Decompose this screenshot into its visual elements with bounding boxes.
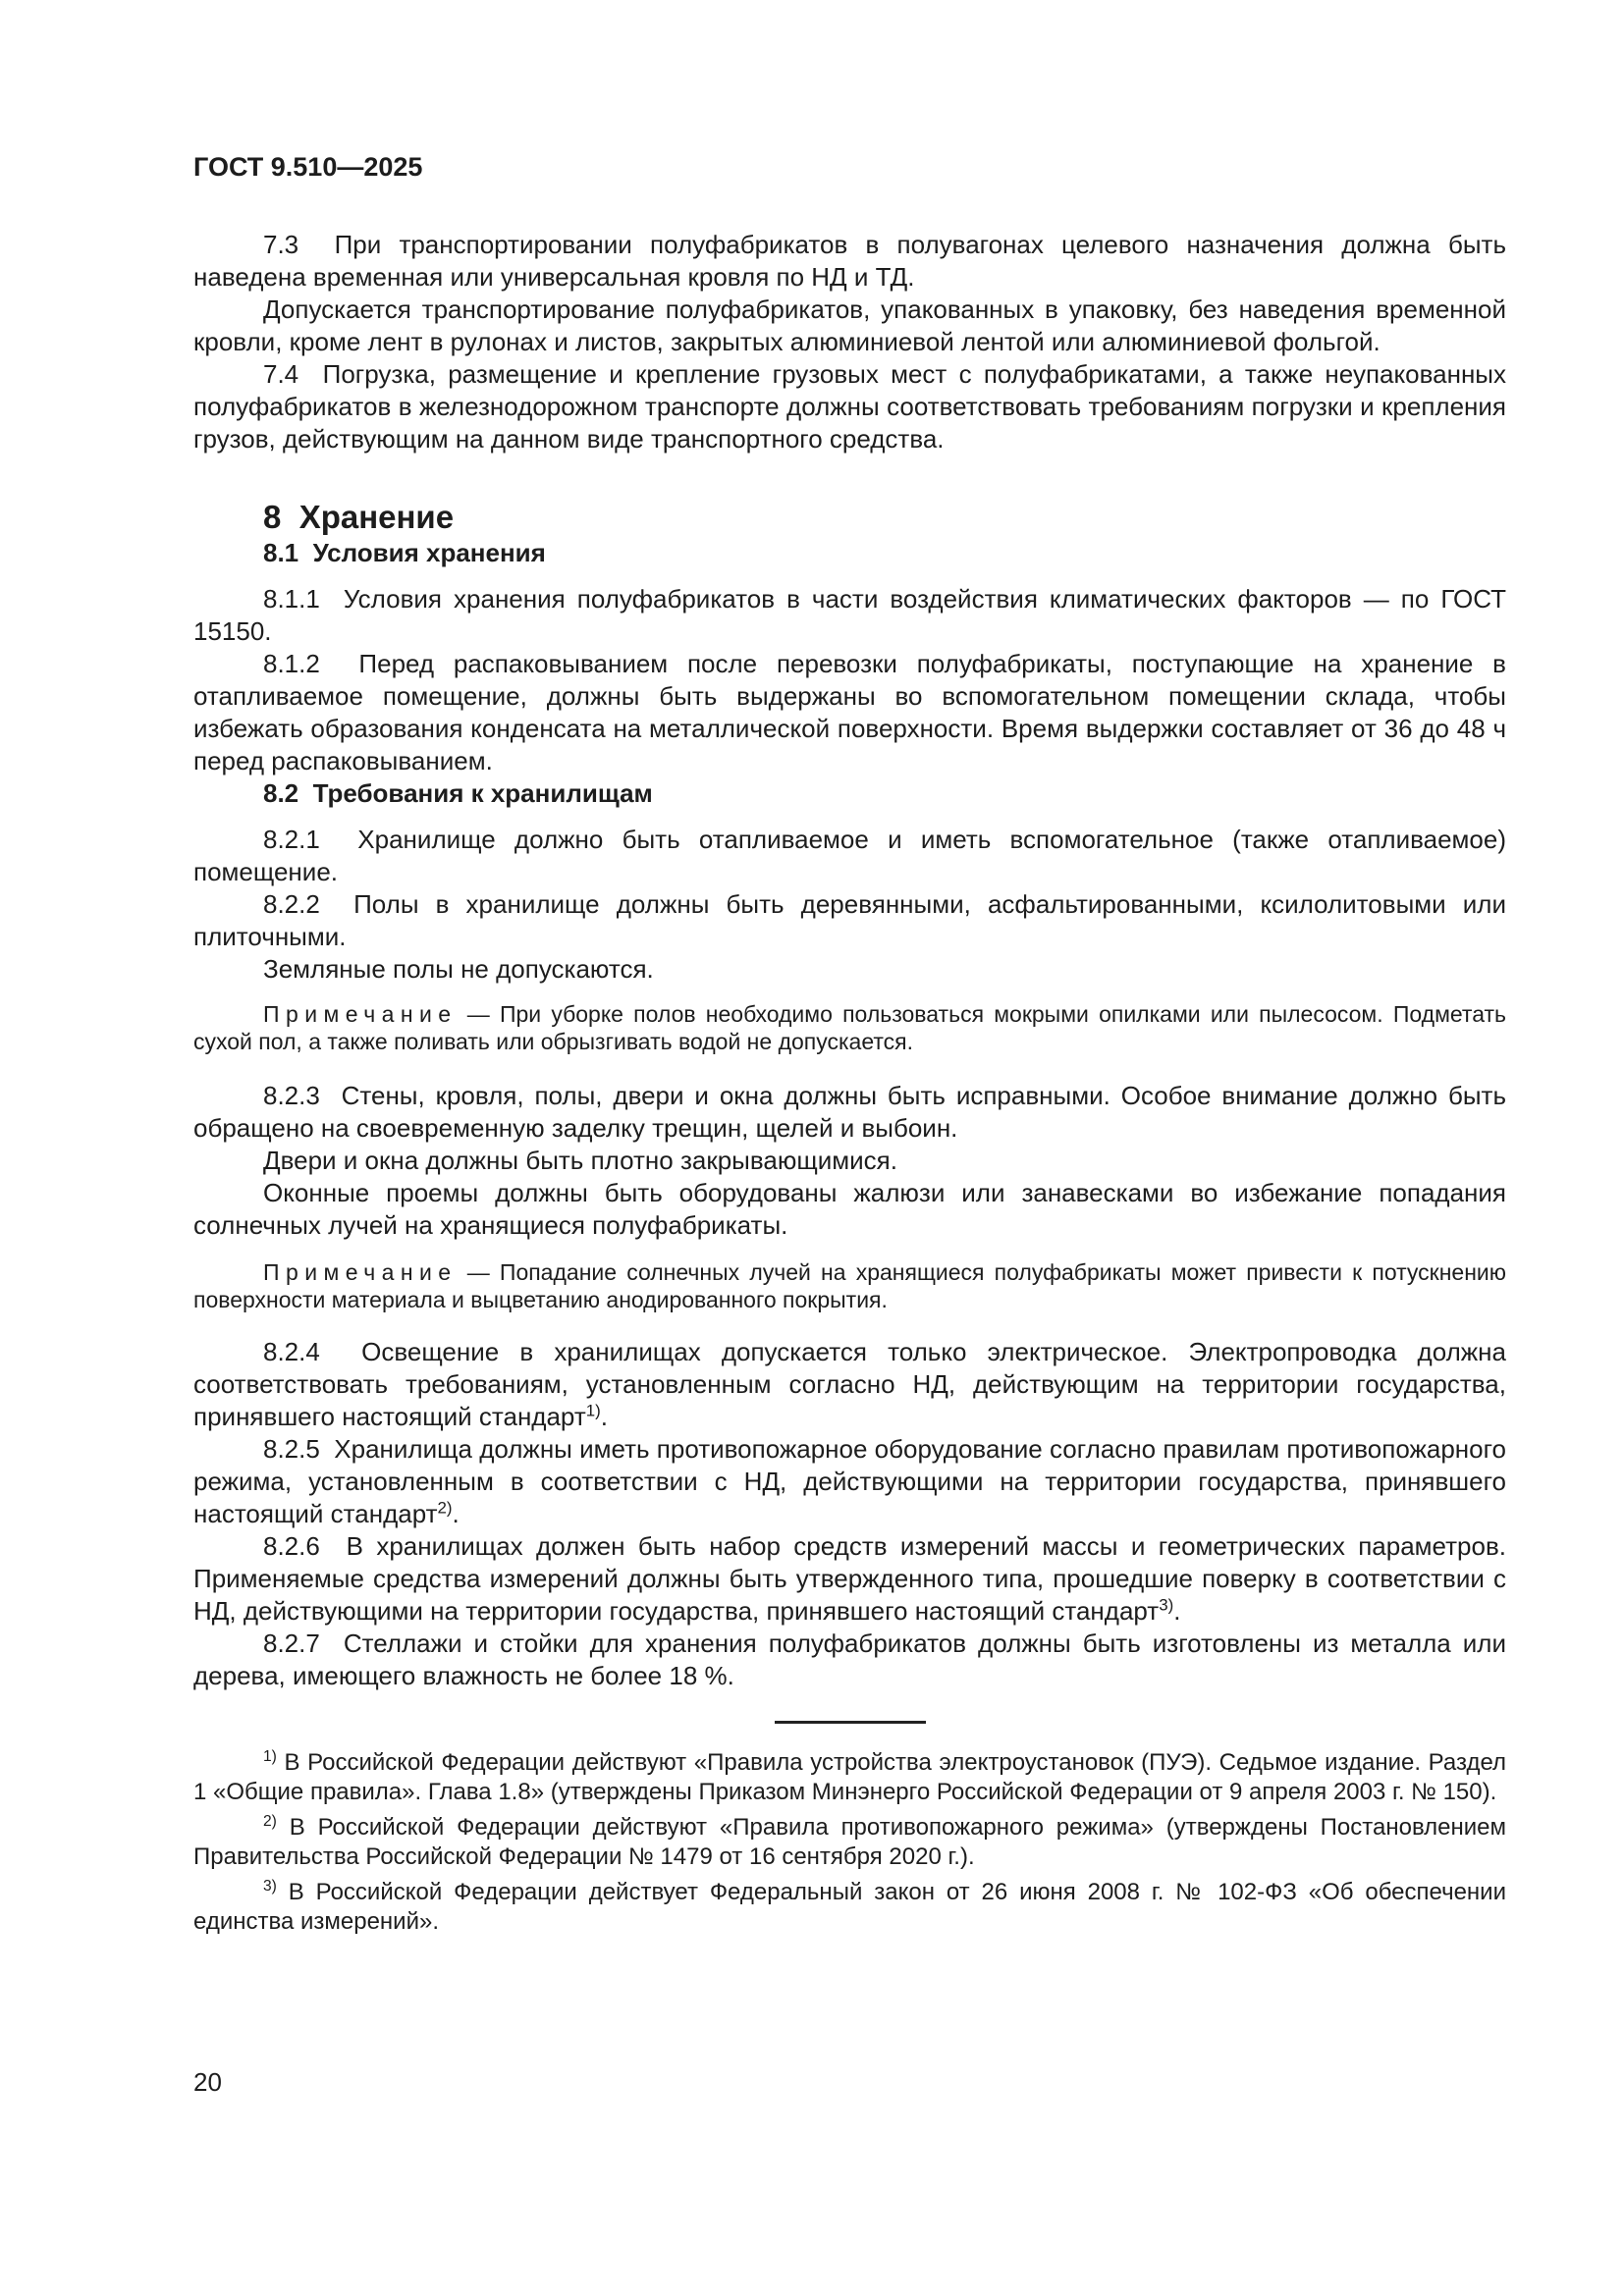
note-sunlight — [193, 1258, 1506, 1313]
subsection-heading-8-1: 8.1 Условия хранения — [263, 538, 546, 567]
footnote-2 — [193, 1813, 1506, 1872]
footnote-ref-2: 2) — [437, 1498, 453, 1518]
paragraph-8-2-3: 8.2.3 Стены, кровля, полы, двери и окна должны быть исправными. Особое внимание должно быть обращено на своевременную заделку трещин, щелей и выбоин. — [193, 1081, 1506, 1143]
paragraph-7-3: 7.3 При транспортировании полуфабрикатов в полувагонах целевого назначения должна быть наведена временная или универсальная кровля по НД и ТД. — [193, 230, 1506, 292]
paragraph-text: 8.2.4 Освещение в хранилищах допускается только электрическое. Электропроводка должна соответствовать требованиям, установленным согласно НД, действующим на территории государства, принявшего настоящий стандарт — [193, 1337, 1506, 1431]
footnote-ref-1: 1) — [585, 1401, 601, 1420]
page-number: 20 — [193, 2067, 222, 2097]
footnote-marker-3: 3) — [263, 1878, 277, 1895]
paragraph-tail: . — [452, 1499, 460, 1528]
footnote-ref-3: 3) — [1159, 1595, 1174, 1615]
paragraph-8-2-7: 8.2.7 Стеллажи и стойки для хранения полуфабрикатов должны быть изготовлены из металла или дерева, имеющего влажность не более 18 %. — [193, 1629, 1506, 1690]
paragraph-text: 8.2.5 Хранилища должны иметь противопожарное оборудование согласно правилам противопожарного режима, установленным в соответствии с НД, действующими на территории государства, принявшего настоящий стандарт — [193, 1434, 1506, 1528]
subsection-heading-8-2: 8.2 Требования к хранилищам — [263, 778, 653, 808]
footnote-marker-2: 2) — [263, 1813, 277, 1830]
note-label: Примечание — [263, 1001, 458, 1027]
paragraph-8-1-1: 8.1.1 Условия хранения полуфабрикатов в части воздействия климатических факторов — по ГОСТ 15150. — [193, 584, 1506, 646]
footnote-3 — [193, 1878, 1506, 1937]
footnote-text: В Российской Федерации действуют «Правила устройства электроустановок (ПУЭ). Седьмое издание. Раздел 1 «Общие правила». Глава 1.8» (утверждены Приказом Минэнерго Российской Федерации от 9 апреля 2003 г. № 150). — [193, 1749, 1506, 1805]
footnote-text: В Российской Федерации действуют «Правила противопожарного режима» (утверждены Постановлением Правительства Российской Федерации № 1479 от 16 сентября 2020 г.). — [193, 1814, 1506, 1870]
paragraph-7-4: 7.4 Погрузка, размещение и крепление грузовых мест с полуфабрикатами, а также неупакованных полуфабрикатов в железнодорожном транспорте должны соответствовать требованиям погрузки и крепления грузов, действующим на данном виде транспортного средства. — [193, 359, 1506, 454]
footnote-1 — [193, 1748, 1506, 1807]
paragraph-tail: . — [600, 1402, 608, 1431]
section-heading-8: 8 Хранение — [263, 499, 455, 535]
paragraph-8-2-6 — [193, 1530, 1506, 1628]
paragraph-8-1-2: 8.1.2 Перед распаковыванием после перевозки полуфабрикаты, поступающие на хранение в отапливаемое помещение, должны быть выдержаны во вспомогательном помещении склада, чтобы избежать образования конденсата на металлической поверхности. Время выдержки составляет от 36 до 48 ч перед распаковыванием. — [193, 649, 1506, 775]
paragraph-7-3-cont: Допускается транспортирование полуфабрикатов, упакованных в упаковку, без наведения временной кровли, кроме лент в рулонах и листов, закрытых алюминиевой лентой или алюминиевой фольгой. — [193, 294, 1506, 356]
paragraph-8-2-3-cont2: Оконные проемы должны быть оборудованы жалюзи или занавесками во избежание попадания солнечных лучей на хранящиеся полуфабрикаты. — [193, 1178, 1506, 1240]
footnote-marker-1: 1) — [263, 1748, 277, 1765]
note-text: — При уборке полов необходимо пользоваться мокрыми опилками или пылесосом. Подметать сухой пол, а также поливать или обрызгивать водой не допускается. — [193, 1001, 1506, 1054]
note-label: Примечание — [263, 1259, 458, 1285]
paragraph-8-2-1: 8.2.1 Хранилище должно быть отапливаемое и иметь вспомогательное (также отапливаемое) помещение. — [193, 825, 1506, 886]
paragraph-tail: . — [1173, 1596, 1181, 1626]
footnote-text: В Российской Федерации действует Федеральный закон от 26 июня 2008 г. № 102-ФЗ «Об обеспечении единства измерений». — [193, 1879, 1506, 1935]
doc-number: ГОСТ 9.510—2025 — [193, 152, 423, 182]
paragraph-8-2-2: 8.2.2 Полы в хранилище должны быть деревянными, асфальтированными, ксилолитовыми или плиточными. — [193, 889, 1506, 951]
paragraph-8-2-2-cont: Земляные полы не допускаются. — [263, 954, 654, 984]
footnote-divider — [775, 1721, 926, 1724]
paragraph-text: 8.2.6 В хранилищах должен быть набор средств измерений массы и геометрических параметров. Применяемые средства измерений должны быть утвержденного типа, прошедшие поверку в соответствии с НД, действующими на территории государства, принявшего настоящий стандарт — [193, 1531, 1506, 1626]
paragraph-8-2-3-cont1: Двери и окна должны быть плотно закрывающимися. — [263, 1146, 897, 1175]
paragraph-8-2-5 — [193, 1433, 1506, 1530]
note-floors — [193, 1000, 1506, 1055]
note-text: — Попадание солнечных лучей на хранящиеся полуфабрикаты может привести к потускнению поверхности материала и выцветанию анодированного покрытия. — [193, 1259, 1506, 1312]
doc-header — [193, 152, 1506, 182]
page-content — [193, 0, 1506, 1943]
paragraph-8-2-4 — [193, 1336, 1506, 1433]
